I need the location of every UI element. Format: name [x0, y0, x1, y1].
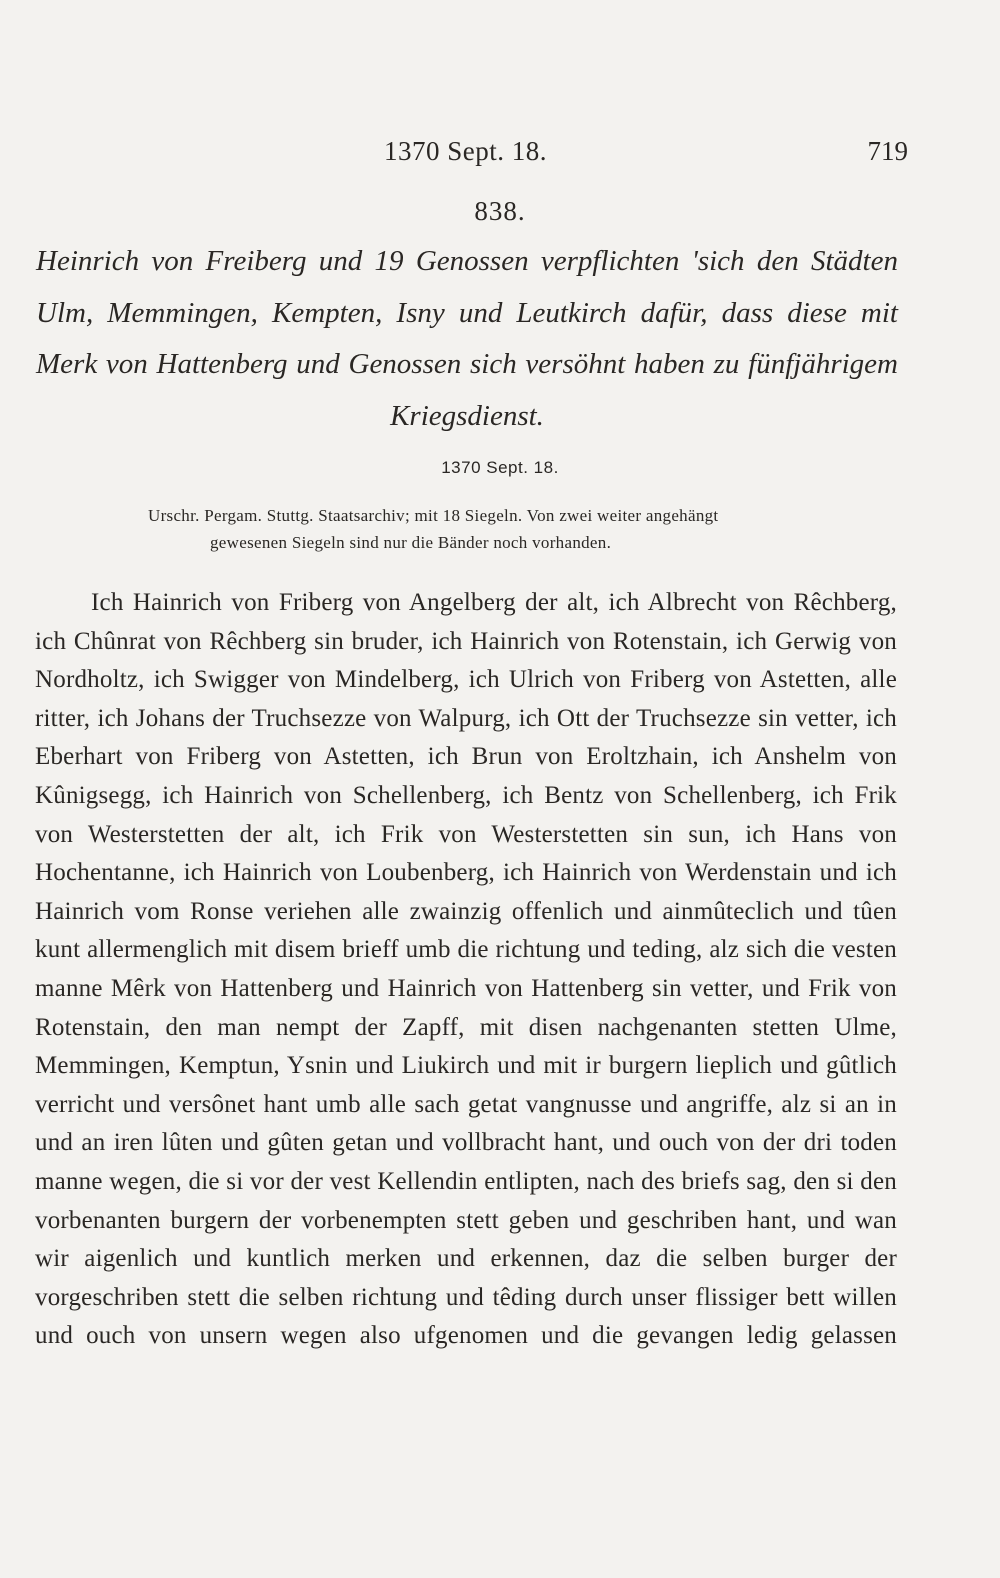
page-number: 719: [867, 136, 908, 166]
running-header: [0, 136, 1000, 176]
document-summary: Heinrich von Freiberg und 19 Genossen verpflichten 'sich den Städten Ulm, Memmingen, Kempten, Isny und Leutkirch dafür, dass diese mit Merk von Hattenberg und Genossen sich versöhnt haben zu fünfjährigem Kriegsdienst.: [36, 245, 898, 432]
source-note-line-2: gewesenen Siegeln sind nur die Bänder noch vorhanden.: [210, 533, 612, 552]
source-note-line-1: Urschr. Pergam. Stuttg. Staatsarchiv; mit 18 Siegeln. Von zwei weiter angehängt: [148, 506, 719, 525]
body-paragraph: Ich Hainrich von Friberg von Angelberg der alt, ich Albrecht von Rêchberg, ich Chûnrat von Rêchberg sin bruder, ich Hainrich von Rotenstain, ich Gerwig von Nordholtz, ich Swigger von Mindelberg, ich Ulrich von Friberg von Astetten, alle ritter, ich Johans der Truchsezze von Walpurg, ich Ott der Truchsezze sin vetter, ich Eberhart von Friberg von Astetten, ich Brun von Eroltzhain, ich Anshelm von Kûnigsegg, ich Hainrich von Schellenberg, ich Bentz von Schellenberg, ich Frik von Westerstetten der alt, ich Frik von Westerstetten sin sun, ich Hans von Hochentanne, ich Hainrich von Loubenberg, ich Hainrich von Werdenstain und ich Hainrich vom Ronse veriehen alle zwainzig offenlich und ainmûteclich und tûen kunt allermenglich mit disem brieff umb die richtung und teding, alz sich die vesten manne Mêrk von Hattenberg und Hainrich von Hattenberg sin vetter, und Frik von Rotenstain, den man nempt der Zapff, mit disen nachgenanten stetten Ulme, Memmingen, Kemptun, Ysnin und Liukirch und mit ir burgern lieplich und gûtlich verricht und versônet hant umb alle sach getat vangnusse und angriffe, alz si an in und an iren lûten und gûten getan und vollbracht hant, und ouch von der dri toden manne wegen, die si vor der vest Kellendin entlipten, nach des briefs sag, den si den vorbenanten burgern der vorbenempten stett geben und geschriben hant, und wan wir aigenlich und kuntlich merken und erkennen, daz die selben burger der vorgeschriben stett die selben richtung und têding durch unser flissiger bett willen und ouch von unsern wegen also ufgenomen und die gevangen ledig gelassen: [35, 589, 897, 1350]
document-date: 1370 Sept. 18.: [441, 458, 559, 477]
source-note: [148, 502, 894, 556]
document-number: 838.: [474, 196, 526, 226]
running-date: 1370 Sept. 18.: [384, 136, 548, 166]
body-text: [35, 584, 897, 1356]
